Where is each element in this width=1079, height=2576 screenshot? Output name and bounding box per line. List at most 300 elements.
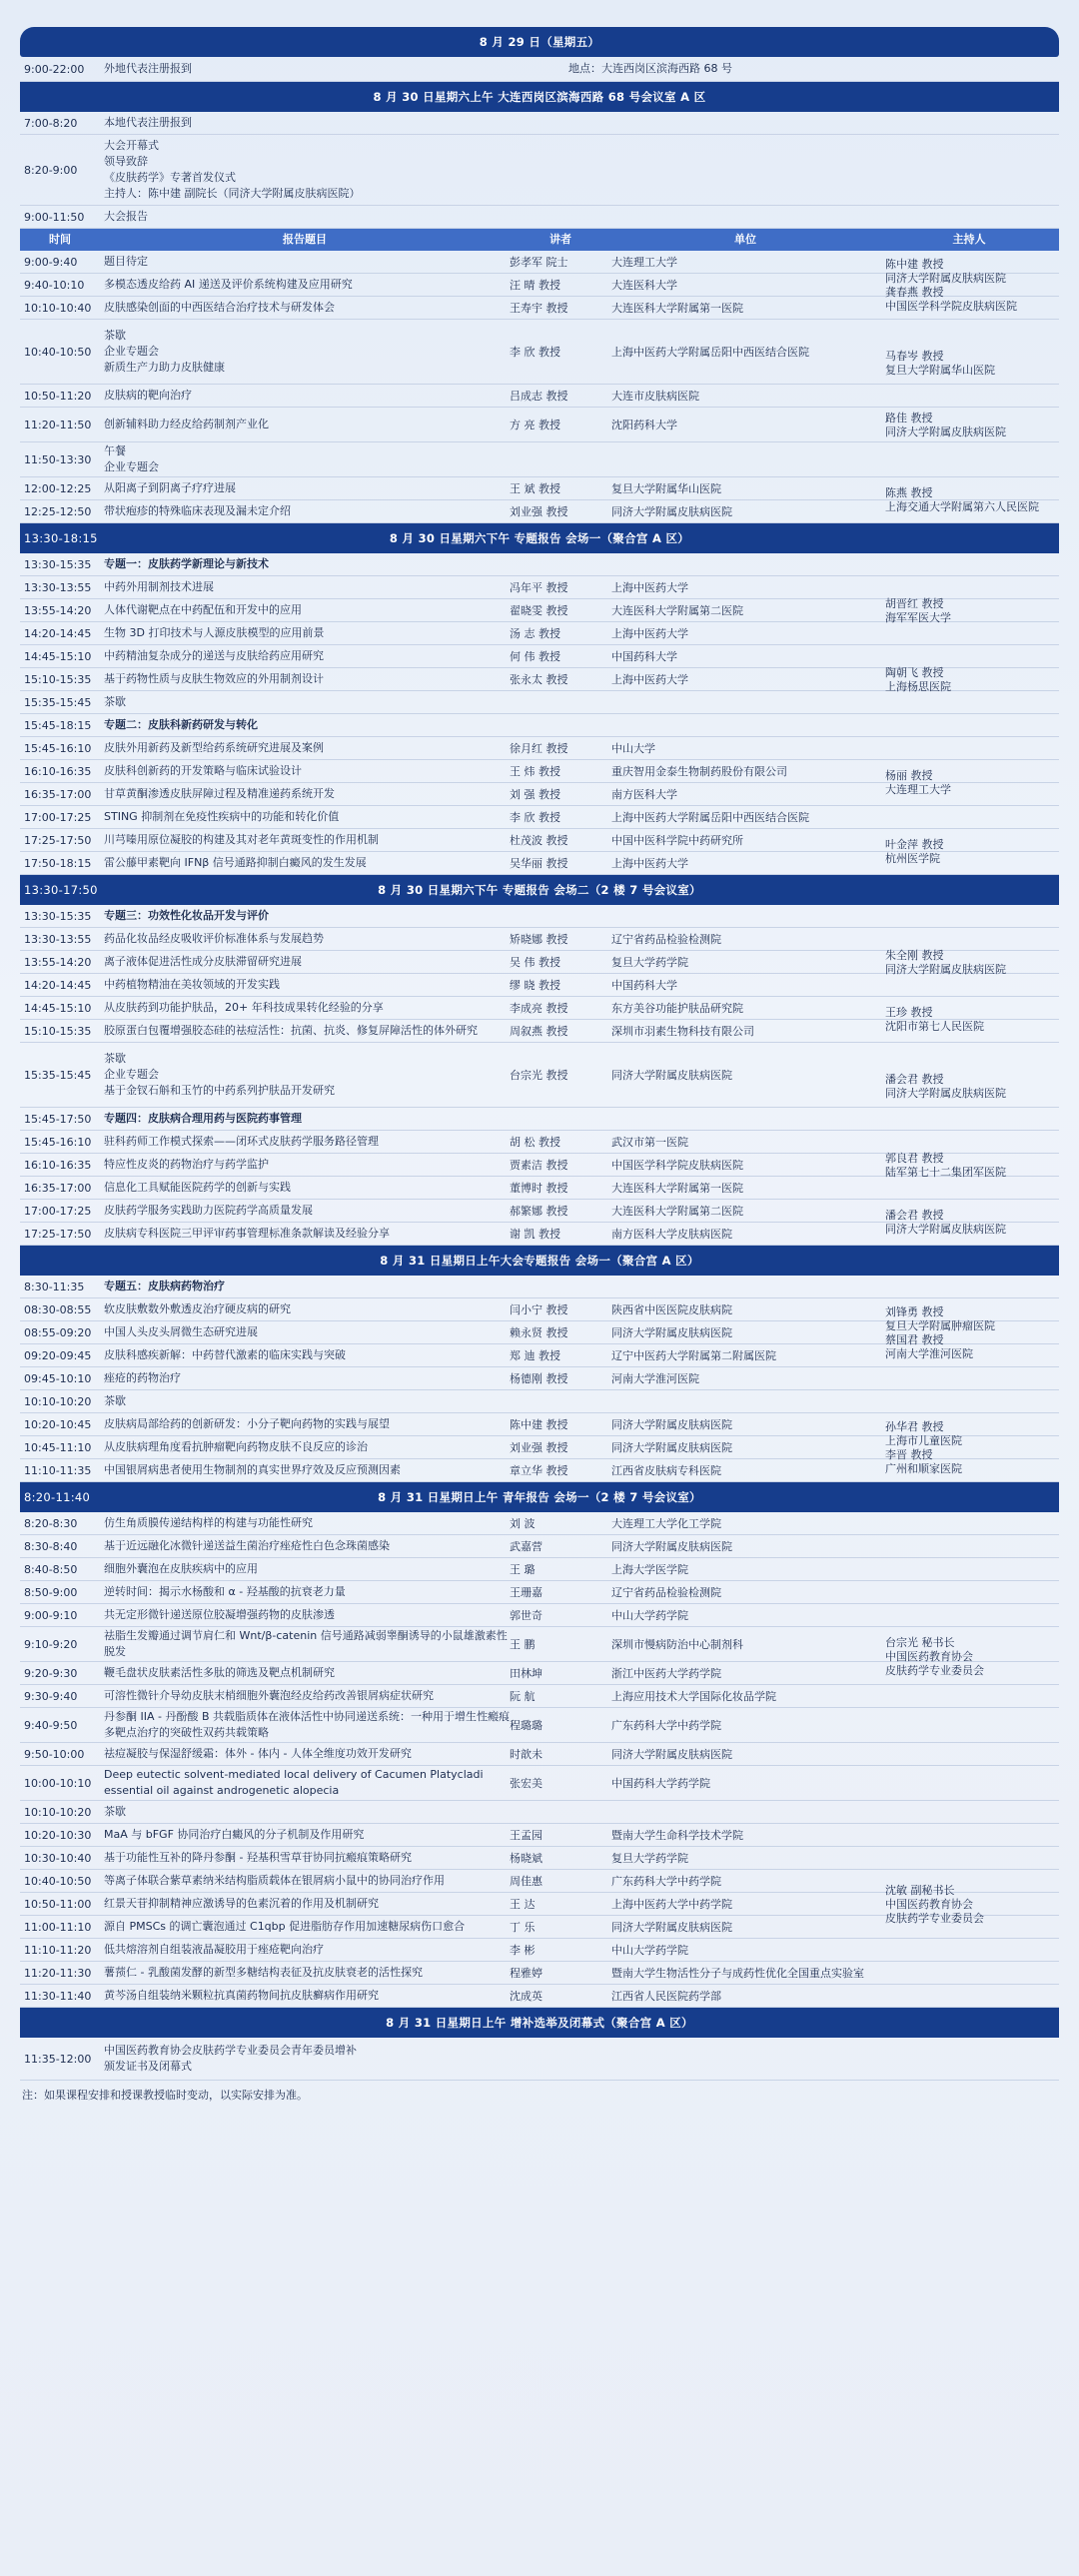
row-title: 基于近远融化冰微针递送益生菌治疗痤疮性白色念珠菌感染 [104,1539,390,1552]
row-unit: 上海大学医学院 [611,1563,688,1576]
row-unit: 广东药科大学中药学院 [611,1719,721,1732]
row-unit: 上海中医药大学 [611,673,688,686]
row-title: 雷公藤甲素靶向 IFNβ 信号通路抑制白癜风的发生发展 [104,856,367,869]
row-unit: 中国药科大学药学院 [611,1777,710,1790]
row-unit: 河南大学淮河医院 [611,1372,699,1385]
row-time: 8:30-11:35 [24,1280,85,1293]
row-title: 专题三：功效性化妆品开发与评价 [104,909,269,922]
host-line: 孙华君 教授 [885,1419,944,1433]
row-speaker: 田林坤 [510,1667,542,1680]
section-time-range: 8:20-11:40 [24,1490,91,1504]
row-title: 等离子体联合紫草素纳米结构脂质载体在银屑病小鼠中的协同治疗作用 [104,1874,445,1887]
row-unit [611,691,879,713]
schedule-row [20,2038,1059,2081]
row-title: 专题一：皮肤药学新理论与新技术 [104,557,269,570]
schedule-row [20,1367,1059,1390]
row-title: 中国人头皮头屑微生态研究进展 [104,1325,258,1338]
row-title: 软皮肤敷数外敷透皮治疗硬皮病的研究 [104,1302,291,1315]
row-unit: 大连理工大学化工学院 [611,1517,721,1530]
row-title: 专题五：皮肤病药物治疗 [104,1280,225,1292]
row-time: 15:35-15:45 [24,695,92,709]
row-time: 7:00-8:20 [24,116,78,130]
row-title: 红景天苷抑制精神应激诱导的色素沉着的作用及机制研究 [104,1897,379,1910]
row-unit: 辽宁省药品检验检测院 [611,1586,721,1599]
table-header-cell: 讲者 [549,233,571,246]
section-header [20,523,1059,553]
row-title-line: 主持人：陈中建 副院长（同济大学附属皮肤病医院） [104,187,361,200]
row-unit: 大连医科大学附属第一医院 [611,302,743,315]
row-title: 川芎嗪用原位凝胶的构建及其对老年黄斑变性的作用机制 [104,833,379,846]
row-unit: 同济大学附属皮肤病医院 [611,1748,732,1761]
row-title-line: 午餐 [104,444,126,457]
schedule-row [20,714,1059,737]
row-title: MaA 与 bFGF 协同治疗白癜风的分子机制及作用研究 [104,1828,365,1841]
row-speaker: 王 鹏 [510,1638,536,1651]
row-title: 皮肤病的靶向治疗 [104,389,192,402]
row-unit: 暨南大学生物活性分子与成药性优化全国重点实验室 [611,1967,864,1980]
row-speaker: 杨晓斌 [510,1852,542,1865]
row-unit [611,1801,879,1823]
section-body [20,251,1059,523]
row-title: 茶歇 [104,1394,126,1407]
table-header-cell: 单位 [734,233,756,246]
row-title: 中药植物精油在美妆领域的开发实践 [104,978,280,991]
row-title-line: 《皮肤药学》专著首发仪式 [104,171,236,184]
schedule-row [20,1276,1059,1298]
section-time-range: 13:30-18:15 [24,531,98,545]
row-speaker: 王 达 [510,1898,536,1911]
row-title: 共无定形微针递送原位胶凝增强药物的皮肤渗透 [104,1608,335,1621]
row-time: 17:25-17:50 [24,833,92,847]
host-line: 沈阳市第七人民医院 [885,1020,984,1033]
row-speaker: 杨德刚 教授 [510,1372,568,1385]
row-speaker: 武嘉营 [510,1540,542,1553]
row-time: 11:30-11:40 [24,1989,92,2003]
row-unit: 南方医科大学皮肤病医院 [611,1228,732,1241]
host-line: 同济大学附属皮肤病医院 [885,962,1006,976]
row-unit: 中山大学 [611,742,655,755]
row-time: 10:20-10:45 [24,1417,92,1431]
row-title: 细胞外囊泡在皮肤疾病中的应用 [104,1562,258,1575]
row-unit: 大连医科大学附属第二医院 [611,1205,743,1218]
host-line: 陆军第七十二集团军医院 [885,1165,1006,1179]
row-title-line: 大会开幕式 [104,139,159,152]
row-speaker: 刘业强 教授 [510,1441,568,1454]
host-line: 龚春燕 教授 [885,285,944,299]
row-unit [611,442,879,476]
row-speaker: 张永太 教授 [510,673,568,686]
row-title-line: 企业专题会 [104,345,159,358]
row-unit: 同济大学附属皮肤病医院 [611,1921,732,1934]
row-title-line: 基于金钗石斛和玉竹的中药系列护肤品开发研究 [104,1084,335,1097]
row-speaker: 李 欣 教授 [510,811,560,824]
host-block [879,645,1059,714]
schedule-row [20,1390,1059,1413]
row-title: 外地代表注册报到 [104,62,192,75]
row-speaker: 王 璐 [510,1563,536,1576]
row-unit: 中国药科大学 [611,979,677,992]
row-unit: 复旦大学药学院 [611,956,688,969]
schedule-row [20,905,1059,928]
section-time-range: 13:30-17:50 [24,883,98,897]
row-time: 8:50-9:00 [24,1585,78,1599]
host-block [879,1512,1059,1801]
row-speaker: 李成亮 教授 [510,1002,568,1015]
section-header-title: 8 月 30 日星期六下午 专题报告 会场二（2 楼 7 号会议室） [378,883,701,897]
row-time: 15:35-15:45 [24,1068,92,1082]
row-speaker: 章立华 教授 [510,1464,568,1477]
row-title: 创新辅料助力经皮给药制剂产业化 [104,418,269,430]
row-speaker: 郝繁娜 教授 [510,1205,568,1218]
row-speaker: 王 炜 教授 [510,765,560,778]
row-time: 8:30-8:40 [24,1539,78,1553]
row-speaker: 刘业强 教授 [510,505,568,518]
host-line: 上海杨思医院 [885,679,951,693]
row-unit: 重庆智用金泰生物制药股份有限公司 [611,765,787,778]
section-body [20,1276,1059,1482]
schedule-row [20,112,1059,135]
row-title: 从皮肤药到功能护肤品，20+ 年科技成果转化经验的分享 [104,1001,384,1014]
host-line: 大连理工大学 [885,783,951,796]
row-time: 14:45-15:10 [24,1001,92,1015]
host-line: 同济大学附属皮肤病医院 [885,1087,1006,1100]
row-title: 可溶性微针介导幼皮肤末梢细胞外囊泡经皮给药改善银屑病症状研究 [104,1689,434,1702]
host-line: 上海市儿童医院 [885,1433,962,1447]
row-speaker: 李 彬 [510,1944,536,1957]
row-time: 15:45-16:10 [24,741,92,755]
row-speaker [510,1108,611,1130]
host-block [879,829,1059,875]
row-unit: 陕西省中医医院皮肤病院 [611,1303,732,1316]
row-speaker: 沈成英 [510,1990,542,2003]
host-line: 皮肤药学专业委员会 [885,1663,984,1677]
row-title: 低共熔溶剂自组装液晶凝胶用于痤疮靶向治疗 [104,1943,324,1956]
row-title: 题目待定 [104,255,148,268]
host-block [879,1413,1059,1482]
host-block [879,408,1059,442]
row-time: 13:30-15:35 [24,557,92,571]
row-title-line: 茶歇 [104,329,126,342]
row-unit: 同济大学附属皮肤病医院 [611,1069,732,1082]
section-header: 8 月 31 日星期日上午 增补选举及闭幕式（聚合宫 A 区） [20,2008,1059,2038]
host-block [879,576,1059,645]
row-title: 茶歇 [104,1805,126,1818]
row-title: 源自 PMSCs 的调亡囊泡通过 C1qbp 促进脂肪存作用加速糖尿病伤口愈合 [104,1920,466,1933]
host-line: 皮肤药学专业委员会 [885,1911,984,1925]
row-unit [611,905,879,927]
row-unit: 中山大学药学院 [611,1609,688,1622]
row-time: 14:20-14:45 [24,978,92,992]
row-speaker: 程璐璐 [510,1719,542,1732]
row-time: 15:10-15:35 [24,1024,92,1038]
row-speaker: 何 伟 教授 [510,650,560,663]
row-title: 基于功能性互补的降丹参酮 - 羟基积雪草苷协同抗瘢痕策略研究 [104,1851,412,1864]
host-block [879,1801,1059,2008]
row-speaker: 时歆未 [510,1748,542,1761]
row-speaker: 吴 伟 教授 [510,956,560,969]
row-title: 皮肤病局部给药的创新研发：小分子靶向药物的实践与展望 [104,1417,390,1430]
row-host-cell [879,442,1059,476]
row-speaker: 彭孝军 院士 [510,256,568,269]
schedule-row [20,135,1059,206]
host-line: 刘锋勇 教授 [885,1304,944,1318]
row-title: 皮肤科感疾新解：中药替代激素的临床实践与突破 [104,1348,346,1361]
row-unit: 上海中医药大学 [611,857,688,870]
row-time: 8:20-9:00 [24,163,78,177]
row-time: 10:10-10:40 [24,301,92,315]
row-time: 11:20-11:50 [24,418,92,431]
row-unit [611,714,879,736]
host-line: 杭州医学院 [885,852,940,865]
row-unit: 上海应用技术大学国际化妆品学院 [611,1690,776,1703]
row-speaker [510,442,611,476]
row-time: 16:10-16:35 [24,1158,92,1172]
host-block [879,320,1059,408]
row-title-line: 中国医药教育协会皮肤药学专业委员会青年委员增补 [104,2044,357,2057]
row-unit: 大连医科大学附属第一医院 [611,1182,743,1195]
row-speaker: 周佳惠 [510,1875,542,1888]
row-speaker: 陈中建 教授 [510,1418,568,1431]
row-time: 11:35-12:00 [24,2052,92,2066]
row-time: 9:00-9:10 [24,1608,78,1622]
row-time: 9:00-22:00 [24,62,85,76]
row-title: 从阳离子到阴离子疗疗进展 [104,481,236,494]
section-body [20,905,1059,1246]
row-title: 祛痘凝胶与保湿舒缓霜：体外 - 体内 - 人体全维度功效开发研究 [104,1747,412,1760]
section-header: 8 月 29 日（星期五） [20,27,1059,57]
row-time: 16:10-16:35 [24,764,92,778]
host-line: 同济大学附属皮肤病医院 [885,425,1006,438]
host-line: 叶金萍 教授 [885,838,944,851]
row-time: 08:55-09:20 [24,1325,92,1339]
row-speaker [510,553,611,575]
row-time: 14:20-14:45 [24,626,92,640]
row-unit: 大连医科大学 [611,279,677,292]
row-title: 中国银屑病患者使用生物制剂的真实世界疗效及反应预测因素 [104,1463,401,1476]
row-unit: 辽宁中医药大学附属第二附属医院 [611,1349,776,1362]
host-line: 同济大学附属皮肤病医院 [885,271,1006,285]
row-title: 基于药物性质与皮肤生物效应的外用制剂设计 [104,672,324,685]
row-unit: 暨南大学生命科学技术学院 [611,1829,743,1842]
row-time: 13:55-14:20 [24,955,92,969]
row-speaker: 冯年平 教授 [510,581,568,594]
row-time: 11:00-11:10 [24,1920,92,1934]
row-time: 9:30-9:40 [24,1689,78,1703]
section-header [20,875,1059,905]
row-title [104,2038,1059,2080]
row-title: 带状疱疹的特殊临床表现及漏未定介绍 [104,504,291,517]
row-time: 10:45-11:10 [24,1440,92,1454]
row-time: 15:45-18:15 [24,718,92,732]
row-title: 药品化妆品经皮吸收评价标准体系与发展趋势 [104,932,324,945]
row-speaker: 吕成志 教授 [510,390,568,403]
row-unit: 上海中医药大学中药学院 [611,1898,732,1911]
row-unit: 深圳市羽素生物科技有限公司 [611,1025,754,1038]
row-title: STING 抑制剂在免疫性疾病中的功能和转化价值 [104,810,340,823]
row-unit: 同济大学附属皮肤病医院 [611,1540,732,1553]
row-speaker: 王寿宇 教授 [510,302,568,315]
row-host-cell [879,1390,1059,1412]
row-time: 8:40-8:50 [24,1562,78,1576]
row-unit: 同济大学附属皮肤病医院 [611,1441,732,1454]
row-title: Deep eutectic solvent-mediated local delivery of Cacumen Platycladi essential oil against androgenetic alopecia [104,1768,484,1797]
row-title: 信息化工具赋能医院药学的创新与实践 [104,1181,291,1194]
row-title: 仿生角质膜传递结构样的构建与功能性研究 [104,1516,313,1529]
row-title: 皮肤外用新药及新型给药系统研究进展及案例 [104,741,324,754]
row-title: 胶原蛋白包覆增强胶态硅的祛痘活性：抗菌、抗炎、修复屏障活性的体外研究 [104,1024,478,1037]
host-line: 马春岑 教授 [885,350,944,363]
row-time: 09:45-10:10 [24,1371,92,1385]
row-speaker: 缪 晓 教授 [510,979,560,992]
row-title: 甘草黄酮渗透皮肤屏障过程及精准递药系统开发 [104,787,335,800]
row-speaker: 翟晓雯 教授 [510,604,568,617]
row-title: 茶歇 [104,695,126,708]
row-time: 11:20-11:30 [24,1966,92,1980]
row-title: 生物 3D 打印技术与人源皮肤模型的应用前景 [104,626,325,639]
host-line: 广州和顺家医院 [885,1461,962,1475]
host-line: 陈中建 教授 [885,257,944,271]
row-speaker [510,1801,611,1823]
row-time: 10:40-10:50 [24,1874,92,1888]
row-title-line: 大会报告 [104,210,148,223]
row-time: 16:35-17:00 [24,787,92,801]
row-speaker: 刘 波 [510,1517,536,1530]
row-speaker [510,905,611,927]
row-time: 17:00-17:25 [24,1204,92,1218]
row-speaker: 贾素洁 教授 [510,1159,568,1172]
row-host-cell [879,1367,1059,1389]
row-time: 9:40-10:10 [24,278,85,292]
host-line: 沈敏 副秘书长 [885,1883,955,1897]
row-unit: 中国中医科学院中药研究所 [611,834,743,847]
row-title: 痤疮的药物治疗 [104,1371,181,1384]
row-title: 驻科药师工作模式探索——闭环式皮肤药学服务路径管理 [104,1135,379,1148]
row-unit: 复旦大学药学院 [611,1852,688,1865]
row-speaker: 董博时 教授 [510,1182,568,1195]
row-time: 9:10-9:20 [24,1637,78,1651]
row-unit: 沈阳药科大学 [611,419,677,431]
row-unit: 上海中医药大学 [611,581,688,594]
row-unit: 大连市皮肤病医院 [611,390,699,403]
row-speaker: 郑 迪 教授 [510,1349,560,1362]
row-time: 9:00-11:50 [24,210,85,224]
host-line: 河南大学淮河医院 [885,1346,973,1360]
host-line: 海军军医大学 [885,610,951,624]
row-speaker: 闫小宁 教授 [510,1303,568,1316]
host-line: 王珍 教授 [885,1006,933,1019]
row-title [104,135,1059,205]
row-title [104,442,510,476]
row-unit: 上海中医药大学 [611,627,688,640]
row-title: 皮肤科创新药的开发策略与临床试验设计 [104,764,302,777]
row-time: 9:50-10:00 [24,1747,85,1761]
footnote: 注：如果课程安排和授课教授临时变动，以实际安排为准。 [22,2089,308,2102]
section-body [20,553,1059,875]
row-unit: 江西省人民医院药学部 [611,1990,721,2003]
row-speaker: 汪 晴 教授 [510,279,560,292]
row-speaker: 丁 乐 [510,1921,536,1934]
row-title: 逆转时间：揭示水杨酸和 α - 羟基酸的抗衰老力量 [104,1585,346,1598]
row-time: 11:50-13:30 [24,452,92,466]
host-block [879,1043,1059,1131]
row-unit: 广东药科大学中药学院 [611,1875,721,1888]
row-title: 丹参酮 IIA - 丹酚酸 B 共载脂质体在液体活性中协同递送系统：一种用于增生性瘢痕多靶点治疗的突破性双药共载策略 [104,1710,511,1739]
host-line: 郭良君 教授 [885,1151,944,1165]
row-time: 13:30-15:35 [24,909,92,923]
row-speaker: 阮 航 [510,1690,536,1703]
row-time: 08:30-08:55 [24,1302,92,1316]
row-title: 黄芩汤自组装纳米颗粒抗真菌药物间抗皮肤癣病作用研究 [104,1989,379,2002]
host-line: 杨丽 教授 [885,769,933,782]
row-speaker: 方 亮 教授 [510,419,560,431]
row-title [104,112,1059,134]
row-unit: 浙江中医药大学药学院 [611,1667,721,1680]
row-speaker [510,714,611,736]
row-speaker: 台宗光 教授 [510,1069,568,1082]
row-unit [611,1390,879,1412]
row-title: 特应性皮炎的药物治疗与药学监护 [104,1158,269,1171]
row-time: 10:10-10:20 [24,1805,92,1819]
row-unit: 上海中医药大学附属岳阳中西医结合医院 [611,346,809,359]
row-title-line: 本地代表注册报到 [104,116,192,129]
row-time: 9:20-9:30 [24,1666,78,1680]
host-line: 中国医药教育协会 [885,1649,973,1663]
row-title: 离子液体促进活性成分皮肤滞留研究进展 [104,955,302,968]
row-title: 中药精油复杂成分的递送与皮肤给药应用研究 [104,649,324,662]
table-header [20,229,1059,251]
row-time: 13:55-14:20 [24,603,92,617]
host-line: 上海交通大学附属第六人民医院 [885,500,1039,513]
section-header: 8 月 31 日星期日上午大会专题报告 会场一（聚合宫 A 区） [20,1246,1059,1276]
host-line: 潘会君 教授 [885,1209,944,1222]
row-speaker: 杜茂波 教授 [510,834,568,847]
section-header [20,1482,1059,1512]
row-speaker: 矫晓娜 教授 [510,933,568,946]
row-title-line: 新质生产力助力皮肤健康 [104,361,225,374]
row-title: 祛脂生发瓣通过调节肩仁和 Wnt/β-catenin 信号通路减弱睾酮诱导的小鼠雄激素性脱发 [104,1629,508,1658]
row-speaker: 汤 志 教授 [510,627,560,640]
row-speaker: 周叙燕 教授 [510,1025,568,1038]
row-speaker: 张宏美 [510,1777,542,1790]
row-time: 13:30-13:55 [24,580,92,594]
section-header-title: 8 月 31 日星期日上午 青年报告 会场一（2 楼 7 号会议室） [378,1490,701,1504]
schedule-row [20,442,1059,477]
row-unit: 大连理工大学 [611,256,677,269]
row-time: 09:20-09:45 [24,1348,92,1362]
row-speaker: 胡 松 教授 [510,1136,560,1149]
row-title: 专题二：皮肤科新药研发与转化 [104,718,258,731]
host-line: 陶朝飞 教授 [885,665,944,679]
row-time: 10:10-10:20 [24,1394,92,1408]
row-title-line: 茶歇 [104,1052,126,1065]
row-title [104,1043,510,1107]
section-body [20,1512,1059,2008]
host-line: 中国医学科学院皮肤病医院 [885,299,1017,313]
table-header-cell: 时间 [49,233,71,246]
host-line: 李晋 教授 [885,1447,933,1461]
row-speaker: 李 欣 教授 [510,346,560,359]
row-title: 人体代谢靶点在中药配伍和开发中的应用 [104,603,302,616]
row-time: 13:30-13:55 [24,932,92,946]
host-line: 路佳 教授 [885,411,933,425]
row-time: 12:25-12:50 [24,504,92,518]
row-time: 15:45-16:10 [24,1135,92,1149]
row-time: 17:50-18:15 [24,856,92,870]
row-host-cell [879,905,1059,927]
row-speaker: 王珊嘉 [510,1586,542,1599]
row-title: 专题四：皮肤病合理用药与医院药事管理 [104,1112,302,1125]
host-line: 蔡国君 教授 [885,1332,944,1346]
